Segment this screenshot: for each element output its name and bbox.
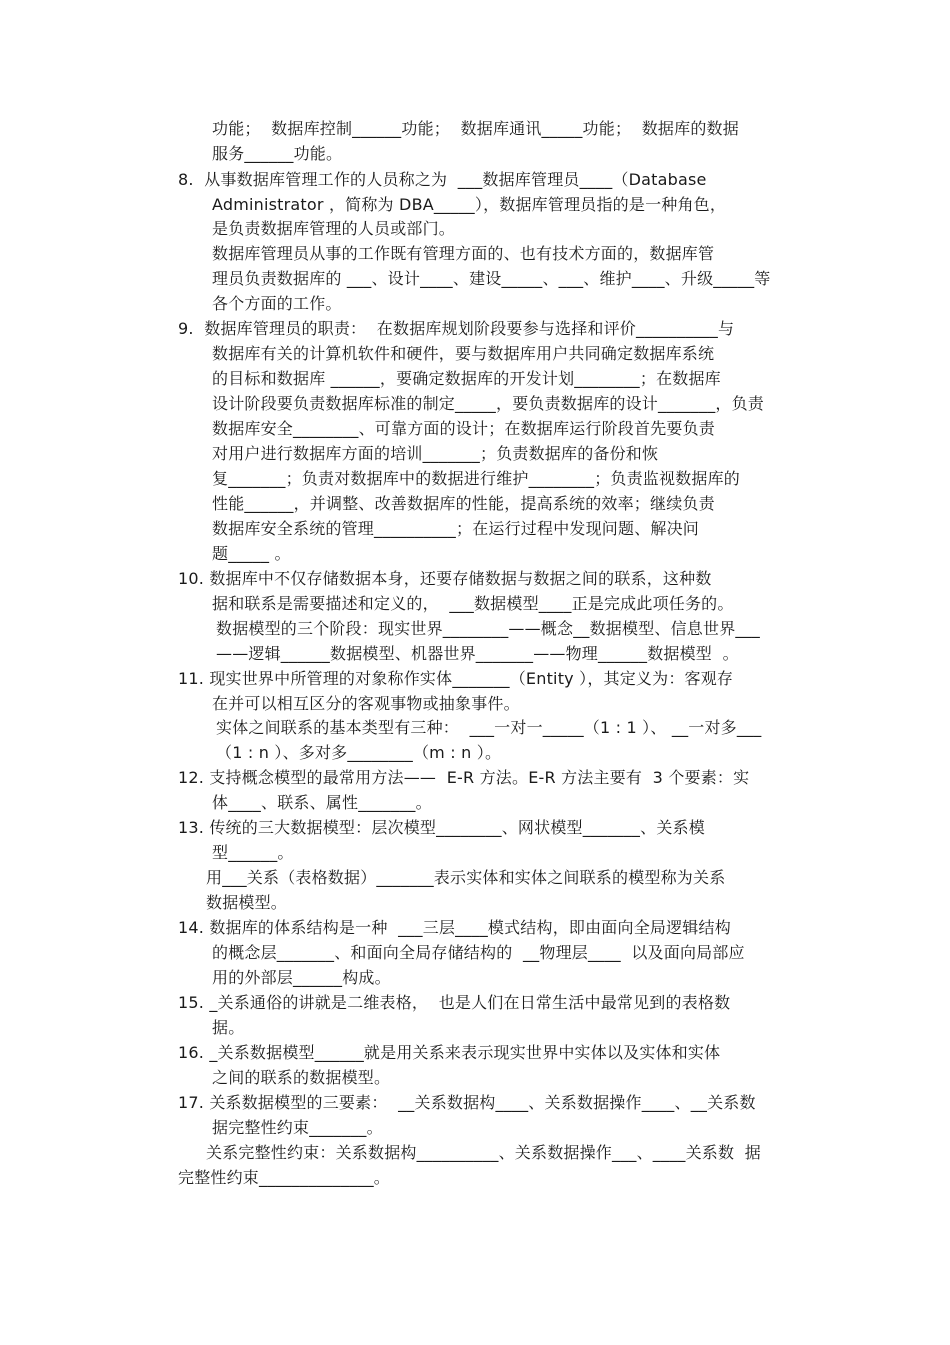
text-line: 设计阶段要负责数据库标准的制定_____，要负责数据库的设计_______，负责 (212, 394, 765, 413)
text-line: 用的外部层______构成。 (212, 968, 391, 987)
text-line: 13. 传统的三大数据模型：层次模型________、网状模型_______、关系模 (178, 818, 705, 837)
text-line: 对用户进行数据库方面的培训_______；负责数据库的备份和恢 (212, 444, 659, 463)
text-line: 12. 支持概念模型的最常用方法—— E-R 方法。E-R 方法主要有 3 个要素：实 (178, 768, 750, 787)
text-line: 11. 现实世界中所管理的对象称作实体_______（Entity ），其定义为：客观存 (178, 669, 734, 688)
text-line: 复_______；负责对数据库中的数据进行维护________；负责监视数据库的 (212, 469, 741, 488)
text-line: 功能； 数据库控制______功能； 数据库通讯_____功能； 数据库的数据 (212, 119, 739, 138)
text-line: Administrator ，简称为 DBA_____），数据库管理员指的是一种角色， (212, 195, 727, 214)
text-line: 数据模型的三个阶段：现实世界________——概念__数据模型、信息世界___ (216, 619, 761, 638)
text-line: 性能______，并调整、改善数据库的性能，提高系统的效率；继续负责 (212, 494, 715, 513)
text-line: 17. 关系数据模型的三要素： __关系数据构____、关系数据操作____、__关系数 (178, 1093, 756, 1112)
text-line: 的目标和数据库 ______，要确定数据库的开发计划________；在数据库 (212, 369, 721, 388)
text-line: 据和联系是需要描述和定义的， ___数据模型____正是完成此项任务的。 (212, 594, 734, 613)
text-line: 据完整性约束_______。 (212, 1118, 383, 1137)
text-line: 体____、联系、属性_______。 (212, 793, 432, 812)
text-line: 数据模型。 (206, 893, 288, 912)
text-line: 数据库管理员从事的工作既有管理方面的、也有技术方面的，数据库管 (212, 244, 715, 263)
text-line: 理员负责数据库的 ___、设计____、建设_____、___、维护____、升级_____等 (212, 269, 771, 288)
text-line: 之间的联系的数据模型。 (212, 1068, 391, 1087)
text-line: 15. _关系通俗的讲就是二维表格， 也是人们在日常生活中最常见到的表格数 (178, 993, 731, 1012)
text-line: 型______。 (212, 843, 294, 862)
text-line: 服务______功能。 (212, 144, 343, 163)
text-line: 是负责数据库管理的人员或部门。 (212, 219, 456, 238)
text-line: 数据库安全________、可靠方面的设计；在数据库运行阶段首先要负责 (212, 419, 716, 438)
text-line: 各个方面的工作。 (212, 294, 342, 313)
text-line: ——逻辑______数据模型、机器世界_______——物理______数据模型 。 (216, 644, 739, 663)
text-line: 16. _关系数据模型______就是用关系来表示现实世界中实体以及实体和实体 (178, 1043, 721, 1062)
text-line: 的概念层_______、和面向全局存储结构的 __物理层____ 以及面向局部应 (212, 943, 745, 962)
text-line: 在并可以相互区分的客观事物或抽象事件。 (212, 694, 520, 713)
text-line: 8. 从事数据库管理工作的人员称之为 ___数据库管理员____（Database (178, 170, 707, 189)
text-line: 关系完整性约束：关系数据构__________、关系数据操作___、____关系数 据 (206, 1143, 761, 1162)
text-line: 数据库安全系统的管理__________；在运行过程中发现问题、解决问 (212, 519, 700, 538)
text-line: 题_____ 。 (212, 544, 291, 563)
text-line: 实体之间联系的基本类型有三种： ___一对一_____（1 : 1 ）、 __一对多___ (216, 718, 762, 737)
text-line: 完整性约束______________。 (178, 1168, 391, 1187)
text-line: 数据库有关的计算机软件和硬件，要与数据库用户共同确定数据库系统 (212, 344, 715, 363)
text-line: 用___关系（表格数据）_______表示实体和实体之间联系的模型称为关系 (206, 868, 726, 887)
text-line: （1 : n ）、多对多________（m : n ）。 (216, 743, 502, 762)
text-line: 据。 (212, 1018, 245, 1037)
text-line: 9. 数据库管理员的职责： 在数据库规划阶段要参与选择和评价__________与 (178, 319, 735, 338)
text-line: 14. 数据库的体系结构是一种 ___三层____模式结构，即由面向全局逻辑结构 (178, 918, 731, 937)
text-line: 10. 数据库中不仅存储数据本身，还要存储数据与数据之间的联系，这种数 (178, 569, 712, 588)
